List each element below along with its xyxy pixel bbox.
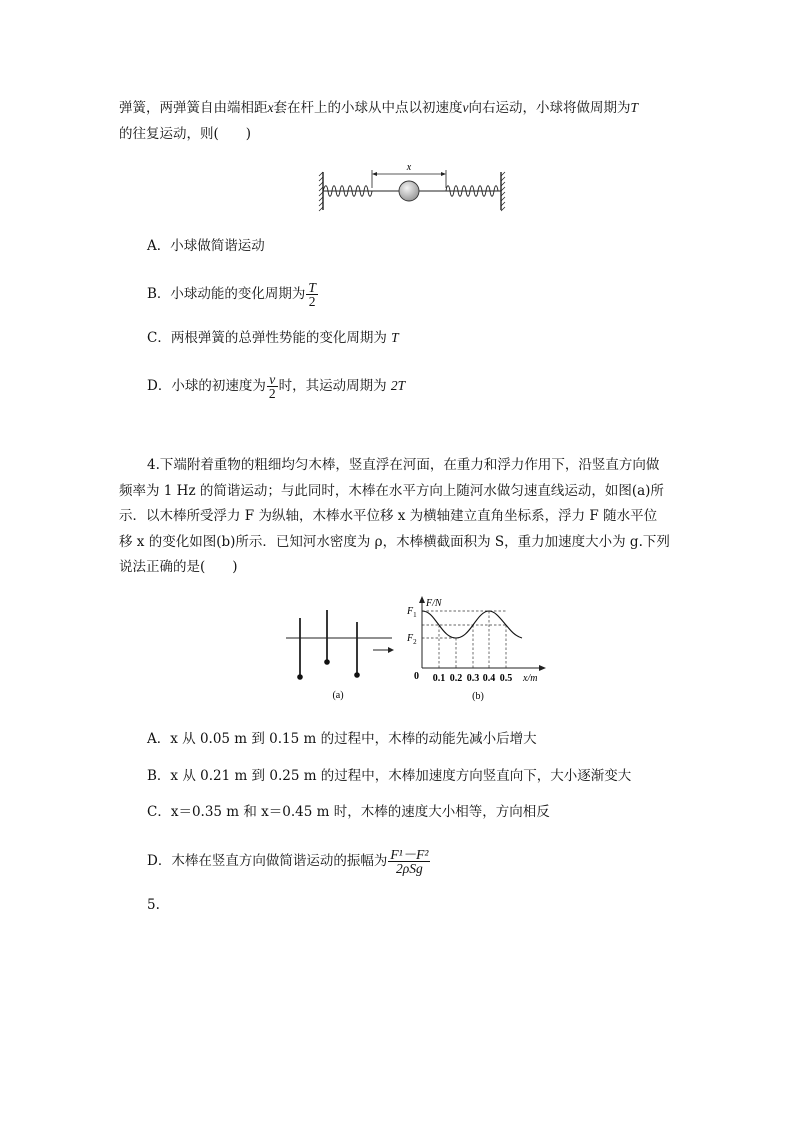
option-text: D．木棒在竖直方向做简谐运动的振幅为 (147, 853, 388, 869)
y-tick-F2: $F_2$ (407, 633, 417, 646)
q3-stem-line-1 (119, 98, 638, 118)
option-text: C．两根弹簧的总弹性势能的变化周期为 (147, 330, 387, 346)
var-v: v (462, 100, 469, 115)
y-tick-F1: $F_1$ (407, 606, 417, 619)
x-tick: 0.5 (499, 673, 513, 684)
denominator: 2 (308, 294, 316, 309)
q3-option-c (147, 328, 399, 348)
q5-number: 5. (147, 897, 160, 913)
value-2T: 2T (390, 378, 406, 393)
option-text: D．小球的初速度为 (147, 378, 266, 394)
force-curve (422, 611, 522, 638)
fraction-T-over-2 (306, 281, 318, 308)
ball (399, 181, 419, 201)
weight-3 (354, 672, 360, 678)
q4-option-d (147, 848, 431, 875)
caption-b: (b) (472, 691, 484, 702)
x-axis-label: x/m (523, 673, 538, 684)
origin-label: 0 (414, 671, 419, 682)
denominator: 2 (268, 386, 276, 401)
q4-stem-line-4: 移 x 的变化如图(b)所示．已知河水密度为 ρ，木棒横截面积为 S，重力加速度大小为 g.下列 (119, 534, 670, 550)
x-axis-arrow (539, 665, 546, 671)
x-tick-labels (433, 673, 513, 684)
q3-option-a: A．小球做简谐运动 (147, 238, 265, 254)
q4-option-b: B．x 从 0.21 m 到 0.25 m 的过程中，木棒加速度方向竖直向下，大小逐渐变大 (147, 768, 632, 784)
q3-stem-line-2: 的往复运动，则( ) (119, 126, 252, 142)
y-axis-arrow (419, 596, 425, 603)
q4-option-c: C．x＝0.35 m 和 x＝0.45 m 时，木棒的速度大小相等，方向相反 (147, 804, 550, 820)
fraction-v-over-2 (267, 373, 278, 400)
x-tick: 0.1 (432, 673, 446, 684)
q4-option-a: A．x 从 0.05 m 到 0.15 m 的过程中，木棒的动能先减小后增大 (147, 731, 537, 747)
var-T: T (630, 100, 639, 115)
denominator: 2ρSg (396, 861, 423, 876)
numerator: F¹－F² (390, 847, 429, 862)
option-text: B．小球动能的变化周期为 (147, 286, 306, 302)
q4-stem-line-3: 示．以木棒所受浮力 F 为纵轴，木棒水平位移 x 为横轴建立直角坐标系，浮力 F 随水平位 (119, 508, 658, 524)
x-tick: 0.4 (482, 673, 496, 684)
var-x: x (267, 100, 274, 115)
flow-arrow-icon (372, 645, 396, 655)
caption-a: (a) (332, 690, 344, 701)
weight-2 (324, 659, 330, 665)
gap-label-x: x (406, 162, 412, 173)
numerator: T (308, 280, 316, 295)
x-tick: 0.2 (449, 673, 463, 684)
y-axis-label: F/N (426, 598, 442, 609)
q4-stem-line-1: 4.下端附着重物的粗细均匀木棒，竖直浮在河面，在重力和浮力作用下，沿竖直方向做 (147, 457, 660, 473)
figure-b-force-graph (402, 592, 552, 704)
weight-1 (297, 674, 303, 680)
var-T: T (391, 330, 399, 345)
q3-option-d (147, 373, 405, 400)
option-text: 时，其运动周期为 (278, 378, 387, 394)
q3-stem-text: 向右运动，小球将做周期为 (468, 100, 631, 116)
q4-stem-line-5: 说法正确的是( ) (119, 559, 238, 575)
q4-stem-line-2: 频率为 1 Hz 的简谐运动；与此同时，木棒在水平方向上随河水做匀速直线运动，如图(a)所 (119, 483, 664, 499)
figure-a-floating-sticks (282, 608, 394, 703)
x-tick: 0.3 (466, 673, 480, 684)
q3-stem-text: 弹簧，两弹簧自由端相距 (119, 100, 268, 116)
q3-stem-text: 套在杆上的小球从中点以初速度 (273, 100, 463, 116)
arrowhead-left (372, 172, 377, 176)
fraction-amplitude (388, 848, 430, 875)
numerator: v (267, 373, 278, 387)
q3-option-b (147, 281, 319, 308)
arrowhead-right (441, 172, 446, 176)
spring-ball-figure (318, 162, 508, 212)
